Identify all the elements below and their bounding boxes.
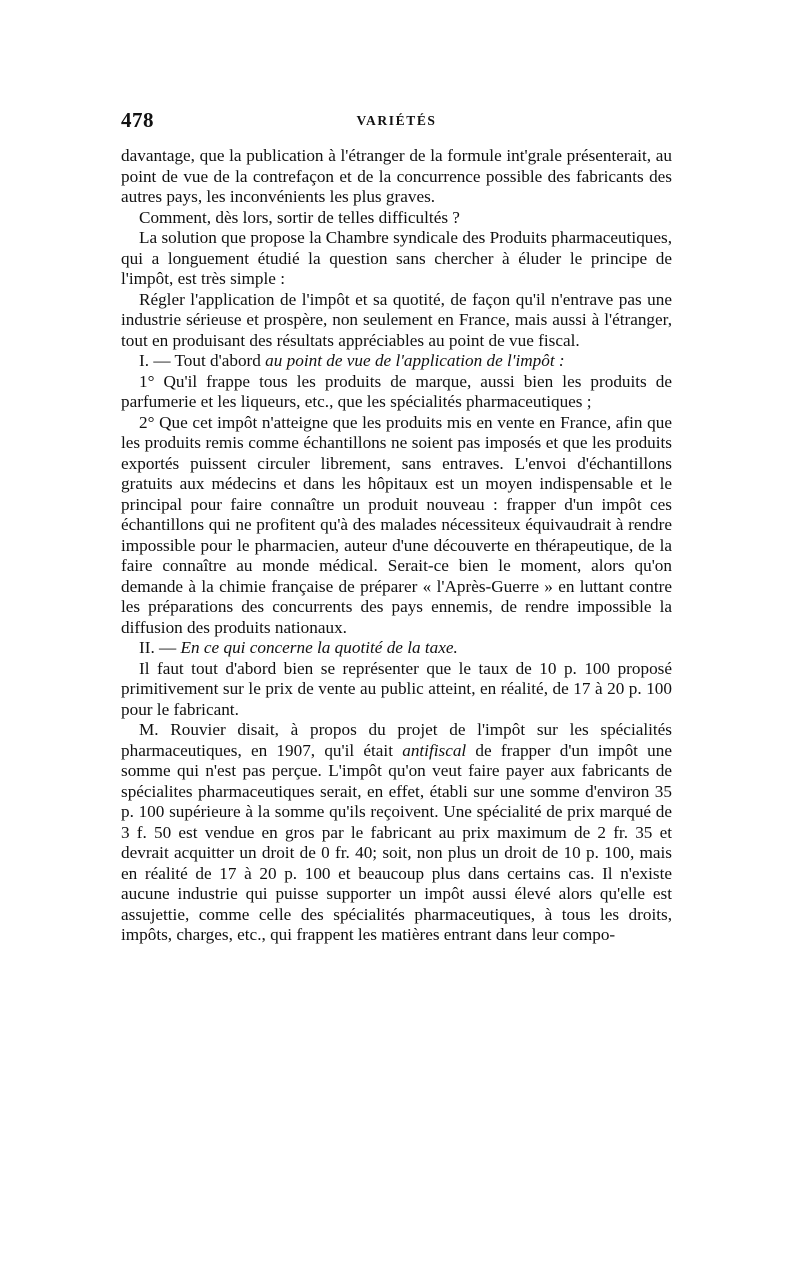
section-heading-italic: au point de vue de l'application de l'impôt :: [265, 351, 565, 370]
paragraph-segment: de frapper d'un impôt une somme qui n'est pas perçue. L'impôt qu'on veut faire payer aux fabricants de spécialites pharmaceutiques serait, en effet, établi sur une somme d'environ 35 p. 100 supérieure à la somme qu'ils reçoivent. Une spécialité de prix marqué de 3 f. 50 est vendue en gros par le fabricant au prix maximum de 2 fr. 35 et devrait acquitter un droit de 0 fr. 40; soit, non plus un droit de 10 p. 100, mais en réalité de 17 à 20 p. 100 et beaucoup plus dans certains cas. Il n'existe aucune industrie qui puisse supporter un impôt aussi élevé alors qu'elle est assujettie, comme celle des spécialités pharmaceutiques, à tous les droits, impôts, charges, etc., qui frappent les matières entrant dans leur compo-: [121, 740, 672, 944]
paragraph: La solution que propose la Chambre syndicale des Produits pharmaceutiques, qui a longuement étudié la question sans chercher à éluder le principe de l'impôt, est très simple :: [121, 228, 672, 288]
section-heading-lead: II. —: [139, 638, 181, 657]
paragraph: Comment, dès lors, sortir de telles difficultés ?: [139, 207, 460, 227]
paragraph: Il faut tout d'abord bien se représenter que le taux de 10 p. 100 proposé primitivement sur le prix de vente au public atteint, en réalité, de 17 à 20 p. 100 pour le fabricant.: [121, 658, 672, 719]
paragraph: 1° Qu'il frappe tous les produits de marque, aussi bien les produits de parfumerie et les liqueurs, etc., que les spécialités pharmaceutiques ;: [121, 371, 672, 411]
paragraph: Régler l'application de l'impôt et sa quotité, de façon qu'il n'entrave pas une industrie sérieuse et prospère, non seulement en France, mais aussi à l'étranger, tout en produisant des résultats appréciables au point de vue fiscal.: [121, 289, 672, 350]
running-head: VARIÉTÉS: [356, 113, 437, 128]
paragraph-segment: M. Rouvier disait, à propos du projet de l'impôt sur les spécialités pharmaceutiques, en 1907, qu'il était: [121, 720, 672, 760]
paragraph: [121, 720, 672, 946]
paragraph: davantage, que la publication à l'étranger de la formule int'grale présenterait, au point de vue de la contrefaçon et de la concurrence possible des fabricants des autres pays, les inconvénients les plus graves.: [121, 146, 672, 206]
body-text: [121, 146, 672, 946]
paragraph: 2° Que cet impôt n'atteigne que les produits mis en vente en France, afin que les produits remis comme échantillons ne soient pas imposés et que les produits exportés puissent circuler librement, sans entraves. L'envoi d'échantillons gratuits aux médecins et dans les hôpitaux est un moyen indispensable et le principal pour faire connaître un produit nouveau : frapper d'un impôt ces échantillons qui ne profitent qu'à des malades nécessiteux équivaudrait à rendre impossible pour le pharmacien, auteur d'une découverte en thérapeutique, de la faire connaître au monde médical. Serait-ce bien le moment, alors qu'on demande à la chimie française de préparer « l'Après-Guerre » en luttant contre les préparations des concurrents des pays ennemis, de rendre impossible la diffusion des produits nationaux.: [121, 412, 672, 637]
book-page: [121, 108, 672, 946]
section-heading-italic: En ce qui concerne la quotité de la taxe.: [180, 638, 458, 657]
italic-term: antifiscal: [402, 740, 467, 760]
section-heading-i: [121, 351, 672, 372]
page-header: [121, 108, 672, 138]
section-heading-ii: [121, 638, 672, 659]
section-heading-lead: I. — Tout d'abord: [139, 351, 266, 370]
page-number: 478: [121, 108, 154, 132]
